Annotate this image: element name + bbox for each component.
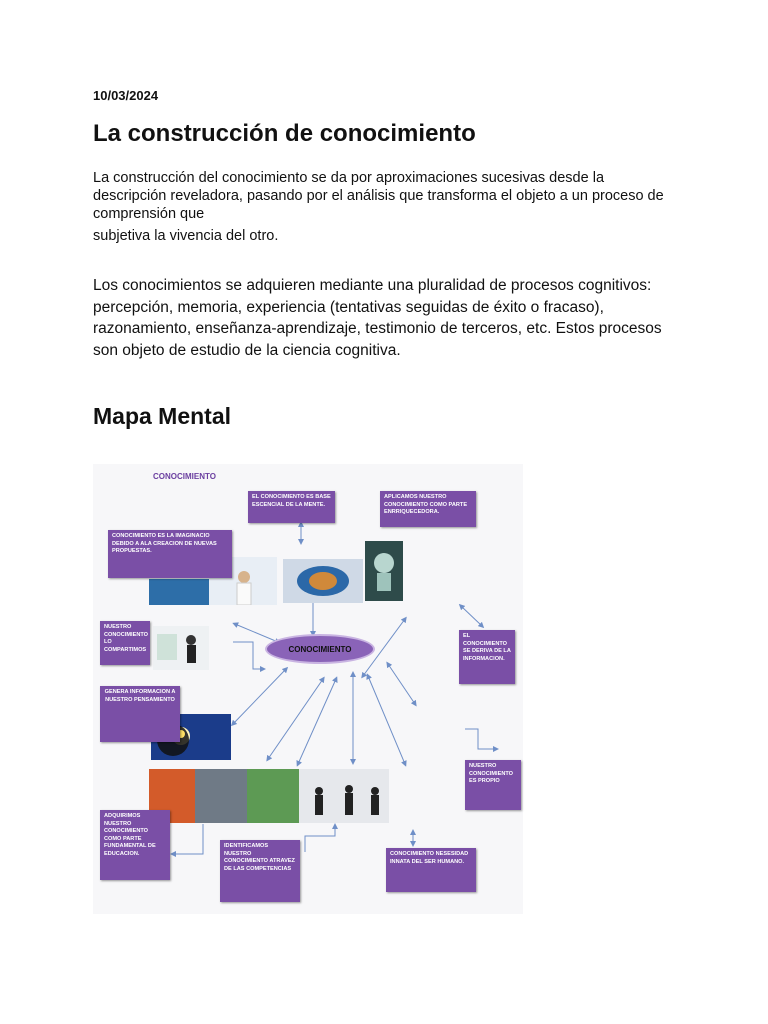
paragraph-1: La construcción del conocimiento se da por aproximaciones sucesivas desde la descripción reveladora, pasando por el análisis que transforma el objeto a un proceso de comprensión que: [93, 170, 664, 222]
box-adquirimos: ADQUIRIMOS NUESTRO CONOCIMIENTO COMO PARTE FUNDAMENTAL DE EDUCACION.: [100, 810, 170, 880]
presenter-image: [153, 626, 209, 670]
globe-image: [283, 559, 363, 603]
box-propio: NUESTRO CONOCIMIENTO ES PROPIO: [465, 760, 521, 810]
paragraph-1-tail: subjetiva la vivencia del otro.: [93, 228, 279, 244]
page-title: La construcción de conocimiento: [93, 120, 476, 147]
box-base-mente: EL CONOCIMIENTO ES BASE ESCENCIAL DE LA MENTE.: [248, 491, 335, 523]
box-deriva: EL CONOCIMIENTO SE DERIVA DE LA INFORMACION.: [459, 630, 515, 684]
box-aplicamos: APLICAMOS NUESTRO CONOCIMIENTO COMO PARTE ENRRIQUECEDORA.: [380, 491, 476, 527]
box-imaginacion: CONOCIMIENTO ES LA IMAGINACIO DEBIDO A ALA CREACION DE NUEVAS PROPUESTAS.: [108, 530, 232, 578]
box-identificamos: IDENTIFICAMOS NUESTRO CONOCIMIENTO ATRAVEZ DE LAS COMPETENCIAS: [220, 840, 300, 902]
paragraph-2: Los conocimientos se adquieren mediante una pluralidad de procesos cognitivos: percepción, memoria, experiencia (tentativas seguidas de éxito o fracaso), razonamiento, enseñanza-aprendizaje, testimonio de terceros, etc. Estos procesos son objeto de estudio de la ciencia cognitiva.: [93, 277, 662, 359]
box-genera: GENERA INFORMACION A NUESTRO PENSAMIENTO: [100, 686, 180, 742]
center-node: CONOCIMIENTO: [265, 634, 375, 664]
mind-map: [93, 464, 523, 914]
section-heading: Mapa Mental: [93, 403, 232, 429]
mind-map-title: CONOCIMIENTO: [153, 472, 216, 481]
box-compartimos: NUESTRO CONOCIMIENTO LO COMPARTIMOS: [100, 621, 150, 665]
date: 10/03/2024: [93, 88, 159, 103]
box-necesidad: CONOCIMIENTO NESESIDAD INNATA DEL SER HUMANO.: [386, 848, 476, 892]
brain-head-image: [365, 541, 403, 601]
collage-image: [149, 769, 389, 823]
